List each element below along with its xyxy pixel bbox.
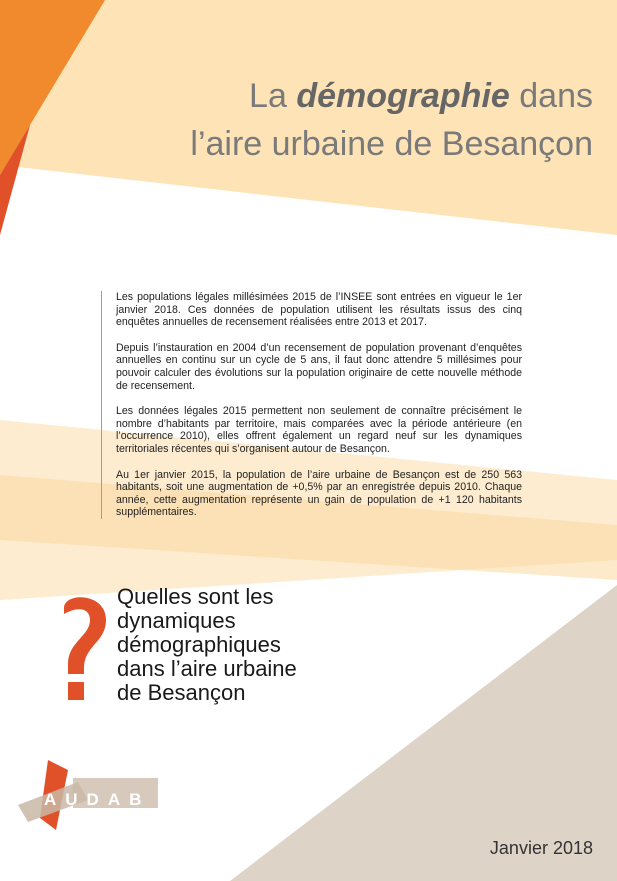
publication-date: Janvier 2018 bbox=[489, 838, 593, 858]
intro-paragraph-4: Au 1er janvier 2015, la population de l’aire urbaine de Besançon est de 250 563 habitants, soit une augmentation de +0,5% par an enregistrée depuis 2010. Chaque année, cette augmentation représente un gain de population de +1 120 habitants supplémentaires. bbox=[116, 468, 522, 519]
question-line: dans l’aire urbaine bbox=[117, 656, 297, 681]
title-line2: l’aire urbaine de Besançon bbox=[190, 125, 593, 163]
question-line: dynamiques bbox=[117, 608, 236, 633]
title-emphasis: démographie bbox=[296, 77, 510, 115]
title-prefix: La bbox=[249, 77, 287, 115]
intro-paragraph-3: Les données légales 2015 permettent non seulement de connaître précisément le nombre d’habitants par territoire, mais comparées avec la période antérieure (en l’occurrence 2010), elles offrent également un regard neuf sur les dynamiques territoriales récentes qui s’organisent autour de Besançon. bbox=[116, 405, 522, 455]
question-line: Quelles sont les bbox=[117, 584, 274, 609]
intro-text bbox=[101, 291, 522, 519]
question-line: de Besançon bbox=[117, 680, 246, 705]
logo-text: AUDAB bbox=[44, 790, 151, 809]
question-heading bbox=[117, 585, 377, 705]
page-title bbox=[73, 72, 593, 168]
question-line: démographiques bbox=[117, 632, 281, 657]
question-mark-icon bbox=[60, 590, 110, 710]
intro-paragraph-2: Depuis l’instauration en 2004 d’un recensement de population provenant d’enquêtes annuelles en continu sur un cycle de 5 ans, il faut donc attendre 5 millésimes pour pouvoir calculer des évolutions sur la population originaire de cette nouvelle méthode de recensement. bbox=[116, 341, 522, 392]
title-suffix: dans bbox=[519, 77, 593, 115]
intro-paragraph-1: Les populations légales millésimées 2015 de l’INSEE sont entrées en vigueur le 1er janvier 2018. Ces données de population utilisent les résultats issus des cinq enquêtes annuelles de recensement réalisées entre 2013 et 2017. bbox=[116, 291, 522, 329]
